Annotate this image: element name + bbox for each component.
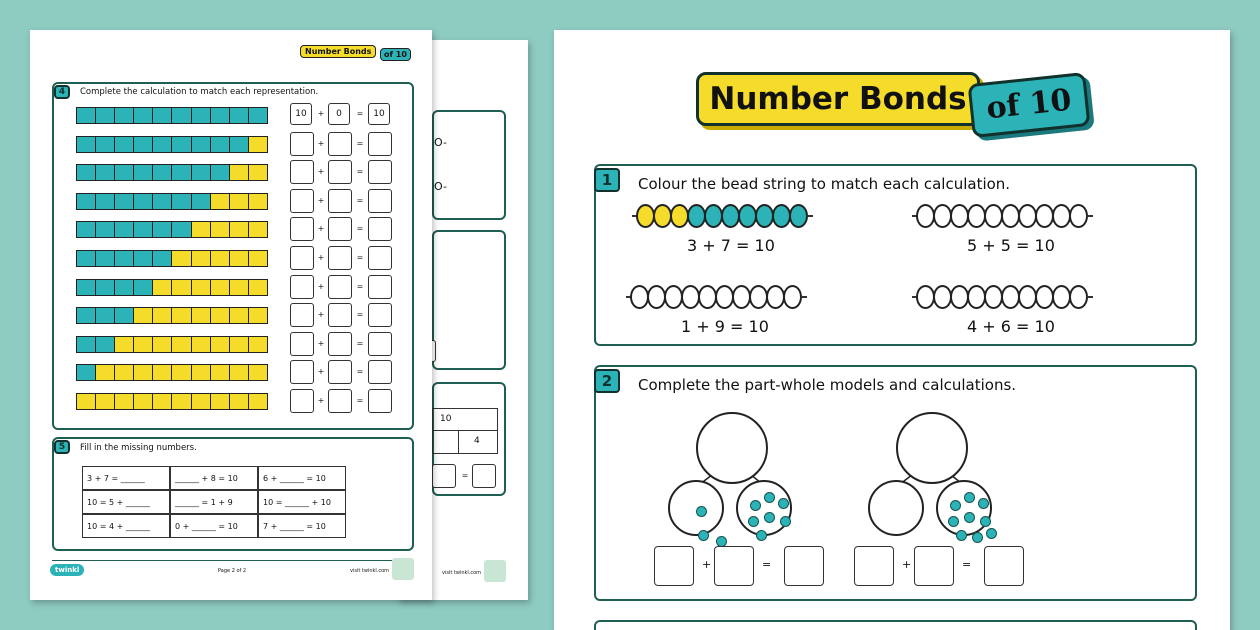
answer-box[interactable] xyxy=(368,189,392,213)
teal-cell xyxy=(230,108,249,123)
part-circle-left[interactable] xyxy=(668,480,724,536)
counter-dot xyxy=(764,512,775,523)
counter-dot xyxy=(780,516,791,527)
counter-dot xyxy=(764,492,775,503)
yellow-cell xyxy=(211,337,230,352)
yellow-cell xyxy=(230,165,249,180)
teal-cell xyxy=(96,251,115,266)
yellow-cell xyxy=(134,308,153,323)
teal-cell xyxy=(96,165,115,180)
yellow-cell xyxy=(172,365,191,380)
plus-sign: + xyxy=(317,167,325,177)
teal-cell xyxy=(172,165,191,180)
yellow-cell xyxy=(115,365,134,380)
answer-box[interactable] xyxy=(368,132,392,156)
equals-sign: = xyxy=(461,471,469,480)
yellow-cell xyxy=(172,394,191,409)
footer-line xyxy=(52,560,414,561)
teal-cell xyxy=(77,365,96,380)
yellow-cell xyxy=(172,308,191,323)
answer-box[interactable] xyxy=(290,332,314,356)
counter-dot xyxy=(696,506,707,517)
answer-box[interactable] xyxy=(368,217,392,241)
equals-sign: = xyxy=(356,367,364,377)
answer-box[interactable] xyxy=(290,160,314,184)
teal-cell xyxy=(134,251,153,266)
teal-cell xyxy=(77,308,96,323)
bead[interactable] xyxy=(1069,204,1088,228)
teal-cell xyxy=(172,108,191,123)
plus-sign: + xyxy=(317,253,325,262)
table-cell-right: 4 xyxy=(474,436,480,446)
counter-dot xyxy=(980,516,991,527)
counter-dot xyxy=(698,530,709,541)
teal-cell xyxy=(249,108,267,123)
teal-cell xyxy=(134,137,153,152)
footer-url: visit twinkl.com xyxy=(350,568,390,574)
answer-box[interactable] xyxy=(368,360,392,384)
counter-dot xyxy=(978,498,989,509)
string-end xyxy=(1087,296,1093,298)
bead-string xyxy=(632,204,813,228)
plus-sign: + xyxy=(702,558,712,571)
bead-calculation: 5 + 5 = 10 xyxy=(967,236,1055,255)
plus-sign: + xyxy=(317,396,325,405)
fill-in-cell[interactable]: 6 + ______ = 10 xyxy=(258,466,346,490)
middle-box-2 xyxy=(432,230,506,370)
bead-string xyxy=(626,285,807,309)
answer-box[interactable] xyxy=(328,160,352,184)
yellow-cell xyxy=(211,222,230,237)
fill-in-cell[interactable]: 10 = ______ + 10 xyxy=(258,490,346,514)
question-1-number: 1 xyxy=(594,168,620,192)
equals-sign: = xyxy=(356,195,364,205)
fill-in-cell[interactable]: 10 = 5 + ______ xyxy=(82,490,170,514)
table-divider xyxy=(458,430,459,454)
yellow-cell xyxy=(249,137,267,152)
teal-cell xyxy=(96,280,115,295)
yellow-cell xyxy=(230,194,249,209)
ten-frame-bar xyxy=(76,193,268,210)
fill-in-cell[interactable]: ______ = 1 + 9 xyxy=(170,490,258,514)
teal-cell xyxy=(115,194,134,209)
answer-box[interactable] xyxy=(368,303,392,327)
teal-cell xyxy=(77,251,96,266)
answer-box[interactable] xyxy=(328,246,352,270)
teal-cell xyxy=(115,280,134,295)
counter-dot xyxy=(748,516,759,527)
yellow-cell xyxy=(115,337,134,352)
yellow-cell xyxy=(77,394,96,409)
fill-in-cell[interactable]: 0 + ______ = 10 xyxy=(170,514,258,538)
plus-sign: + xyxy=(317,338,325,348)
bead-string xyxy=(912,204,1093,228)
answer-box[interactable] xyxy=(914,546,954,586)
answer-box[interactable] xyxy=(854,546,894,586)
teal-cell xyxy=(172,137,191,152)
yellow-cell xyxy=(96,394,115,409)
answer-box[interactable] xyxy=(290,189,314,213)
yellow-cell xyxy=(172,251,191,266)
counter-dot xyxy=(986,528,997,539)
bead-calculation: 4 + 6 = 10 xyxy=(967,317,1055,336)
answer-box[interactable] xyxy=(328,389,352,413)
equals-sign: = xyxy=(356,396,364,405)
answer-box[interactable] xyxy=(984,546,1024,586)
answer-box[interactable] xyxy=(290,246,314,270)
counter-dot xyxy=(778,498,789,509)
yellow-cell xyxy=(153,337,172,352)
yellow-cell xyxy=(230,222,249,237)
yellow-cell xyxy=(249,222,267,237)
yellow-cell xyxy=(230,394,249,409)
title-badge: of 10 xyxy=(968,72,1091,138)
teal-cell xyxy=(96,108,115,123)
yellow-cell xyxy=(192,251,211,266)
yellow-cell xyxy=(192,365,211,380)
teal-cell xyxy=(153,137,172,152)
yellow-cell xyxy=(192,394,211,409)
teal-cell xyxy=(77,280,96,295)
footer-badge-icon xyxy=(392,558,414,580)
answer-box[interactable] xyxy=(368,332,392,356)
teal-cell xyxy=(211,137,230,152)
yellow-cell xyxy=(192,308,211,323)
equals-sign: = xyxy=(356,224,364,234)
bead-calculation: 1 + 9 = 10 xyxy=(681,317,769,336)
counter-dot xyxy=(964,512,975,523)
teal-cell xyxy=(115,165,134,180)
plus-sign: + xyxy=(317,138,325,148)
yellow-cell xyxy=(192,280,211,295)
answer-box[interactable] xyxy=(290,389,314,413)
teal-cell xyxy=(153,108,172,123)
yellow-cell xyxy=(249,394,267,409)
teal-cell xyxy=(134,108,153,123)
part-circle-left[interactable] xyxy=(868,480,924,536)
teal-cell xyxy=(134,222,153,237)
answer-box[interactable] xyxy=(328,303,352,327)
counter-dot xyxy=(948,516,959,527)
yellow-cell xyxy=(134,365,153,380)
counter-dot xyxy=(756,530,767,541)
equals-sign: = xyxy=(962,558,972,571)
yellow-cell xyxy=(134,394,153,409)
yellow-cell xyxy=(211,280,230,295)
teal-cell xyxy=(153,251,172,266)
teal-cell xyxy=(134,165,153,180)
answer-box[interactable] xyxy=(432,464,456,488)
teal-cell xyxy=(211,108,230,123)
answer-box[interactable] xyxy=(328,189,352,213)
yellow-cell xyxy=(192,222,211,237)
counter-dot xyxy=(750,500,761,511)
equals-sign: = xyxy=(356,281,364,291)
ten-frame-bar xyxy=(76,221,268,238)
answer-box[interactable] xyxy=(328,132,352,156)
teal-cell xyxy=(77,137,96,152)
yellow-cell xyxy=(249,308,267,323)
part-circle-right[interactable] xyxy=(936,480,992,536)
answer-box[interactable] xyxy=(328,360,352,384)
yellow-cell xyxy=(172,337,191,352)
yellow-cell xyxy=(249,251,267,266)
yellow-cell xyxy=(96,365,115,380)
table-outline xyxy=(432,408,498,454)
ten-frame-bar xyxy=(76,364,268,381)
yellow-cell xyxy=(211,394,230,409)
question-2-instruction: Complete the part-whole models and calculations. xyxy=(638,376,1017,394)
counter-dot xyxy=(972,532,983,543)
teal-bead[interactable] xyxy=(789,204,808,228)
plus-sign: + xyxy=(902,558,912,571)
teal-cell xyxy=(115,137,134,152)
question-2-number: 2 xyxy=(594,369,620,393)
equals-sign: = xyxy=(356,338,364,348)
string-end xyxy=(801,296,807,298)
yellow-cell xyxy=(211,194,230,209)
equals-sign: = xyxy=(356,138,364,148)
yellow-cell xyxy=(153,308,172,323)
question-4-number: 4 xyxy=(54,85,70,99)
bead[interactable] xyxy=(783,285,802,309)
yellow-cell xyxy=(230,365,249,380)
teal-cell xyxy=(77,194,96,209)
yellow-cell xyxy=(249,365,267,380)
yellow-cell xyxy=(230,308,249,323)
bead-end-fragment: O- xyxy=(434,180,447,193)
left-worksheet-page xyxy=(30,30,432,600)
teal-cell xyxy=(134,280,153,295)
yellow-cell xyxy=(172,280,191,295)
teal-cell xyxy=(96,194,115,209)
teal-cell xyxy=(115,222,134,237)
ten-frame-bar xyxy=(76,307,268,324)
answer-box[interactable] xyxy=(714,546,754,586)
yellow-cell xyxy=(153,394,172,409)
whole-circle[interactable] xyxy=(696,412,768,484)
fill-in-cell[interactable]: ______ + 8 = 10 xyxy=(170,466,258,490)
right-worksheet-page xyxy=(554,30,1230,630)
yellow-cell xyxy=(211,308,230,323)
equals-sign: = xyxy=(356,167,364,177)
answer-box[interactable] xyxy=(784,546,824,586)
table-cell-top: 10 xyxy=(440,414,452,424)
yellow-cell xyxy=(192,337,211,352)
answer-box[interactable] xyxy=(472,464,496,488)
ten-frame-bar xyxy=(76,250,268,267)
teal-cell xyxy=(115,251,134,266)
bead[interactable] xyxy=(1069,285,1088,309)
answer-box[interactable] xyxy=(368,160,392,184)
teal-cell xyxy=(192,165,211,180)
teal-cell xyxy=(77,337,96,352)
question-1-instruction: Colour the bead string to match each calculation. xyxy=(638,175,1011,193)
plus-sign: + xyxy=(317,109,325,118)
equals-sign: = xyxy=(356,109,364,118)
teal-cell xyxy=(96,222,115,237)
whole-circle[interactable] xyxy=(896,412,968,484)
answer-box[interactable] xyxy=(368,389,392,413)
yellow-cell xyxy=(153,280,172,295)
teal-cell xyxy=(77,222,96,237)
bead-string xyxy=(912,285,1093,309)
teal-cell xyxy=(77,165,96,180)
answer-box[interactable] xyxy=(290,360,314,384)
fill-in-cell[interactable]: 3 + 7 = ______ xyxy=(82,466,170,490)
string-end xyxy=(1087,215,1093,217)
header-title: Number Bonds xyxy=(300,45,376,58)
ten-frame-bar xyxy=(76,107,268,124)
ten-frame-bar xyxy=(76,136,268,153)
answer-box[interactable] xyxy=(368,275,392,299)
yellow-cell xyxy=(249,165,267,180)
teal-cell xyxy=(230,137,249,152)
footer-url: visit twinkl.com xyxy=(442,570,482,576)
teal-cell xyxy=(153,222,172,237)
plus-sign: + xyxy=(317,310,325,320)
counter-dot xyxy=(964,492,975,503)
yellow-cell xyxy=(134,337,153,352)
ten-frame-bar xyxy=(76,393,268,410)
answer-box[interactable]: 0 xyxy=(328,103,350,125)
counter-dot xyxy=(956,530,967,541)
teal-cell xyxy=(115,108,134,123)
plus-sign: + xyxy=(317,224,325,234)
header-badge: of 10 xyxy=(380,48,411,61)
fill-in-cell[interactable]: 10 = 4 + ______ xyxy=(82,514,170,538)
answer-box[interactable] xyxy=(290,217,314,241)
answer-box[interactable] xyxy=(328,217,352,241)
page-title: Number Bonds xyxy=(696,72,980,126)
yellow-cell xyxy=(153,365,172,380)
yellow-cell xyxy=(230,337,249,352)
answer-box[interactable] xyxy=(290,275,314,299)
ten-frame-bar xyxy=(76,164,268,181)
question-5-instruction: Fill in the missing numbers. xyxy=(80,443,197,453)
teal-cell xyxy=(96,308,115,323)
table-divider xyxy=(432,430,498,431)
teal-cell xyxy=(192,137,211,152)
teal-cell xyxy=(153,194,172,209)
question-5-number: 5 xyxy=(54,440,70,454)
teal-cell xyxy=(77,108,96,123)
yellow-cell xyxy=(249,194,267,209)
counter-dot xyxy=(950,500,961,511)
ten-frame-bar xyxy=(76,279,268,296)
plus-sign: + xyxy=(317,195,325,205)
answer-box[interactable] xyxy=(654,546,694,586)
teal-cell xyxy=(134,194,153,209)
yellow-cell xyxy=(211,365,230,380)
answer-box[interactable] xyxy=(328,275,352,299)
string-end xyxy=(807,215,813,217)
teal-cell xyxy=(211,165,230,180)
teal-cell xyxy=(172,194,191,209)
question-3-box xyxy=(594,620,1197,630)
teal-cell xyxy=(115,308,134,323)
teal-cell xyxy=(96,337,115,352)
answer-box[interactable]: 10 xyxy=(368,103,390,125)
teal-cell xyxy=(153,165,172,180)
bead-end-fragment: O- xyxy=(434,136,447,149)
middle-box-1 xyxy=(432,110,506,220)
yellow-cell xyxy=(211,251,230,266)
teal-cell xyxy=(192,194,211,209)
teal-cell xyxy=(96,137,115,152)
yellow-cell xyxy=(115,394,134,409)
footer-badge-icon xyxy=(484,560,506,582)
equals-sign: = xyxy=(762,558,772,571)
teal-cell xyxy=(172,222,191,237)
bead-calculation: 3 + 7 = 10 xyxy=(687,236,775,255)
teal-cell xyxy=(192,108,211,123)
equals-sign: = xyxy=(356,253,364,262)
yellow-cell xyxy=(249,280,267,295)
answer-box[interactable] xyxy=(328,332,352,356)
answer-box[interactable]: 10 xyxy=(290,103,312,125)
twinkl-logo: twinkl xyxy=(50,564,84,576)
plus-sign: + xyxy=(317,281,325,291)
fill-in-cell[interactable]: 7 + ______ = 10 xyxy=(258,514,346,538)
part-circle-right[interactable] xyxy=(736,480,792,536)
equals-sign: = xyxy=(356,310,364,320)
ten-frame-bar xyxy=(76,336,268,353)
page-number: Page 2 of 2 xyxy=(218,568,247,574)
answer-box[interactable] xyxy=(368,246,392,270)
yellow-cell xyxy=(230,251,249,266)
answer-box[interactable] xyxy=(290,132,314,156)
yellow-cell xyxy=(249,337,267,352)
yellow-cell xyxy=(230,280,249,295)
answer-box[interactable] xyxy=(290,303,314,327)
question-4-instruction: Complete the calculation to match each representation. xyxy=(80,87,319,97)
plus-sign: + xyxy=(317,367,325,377)
